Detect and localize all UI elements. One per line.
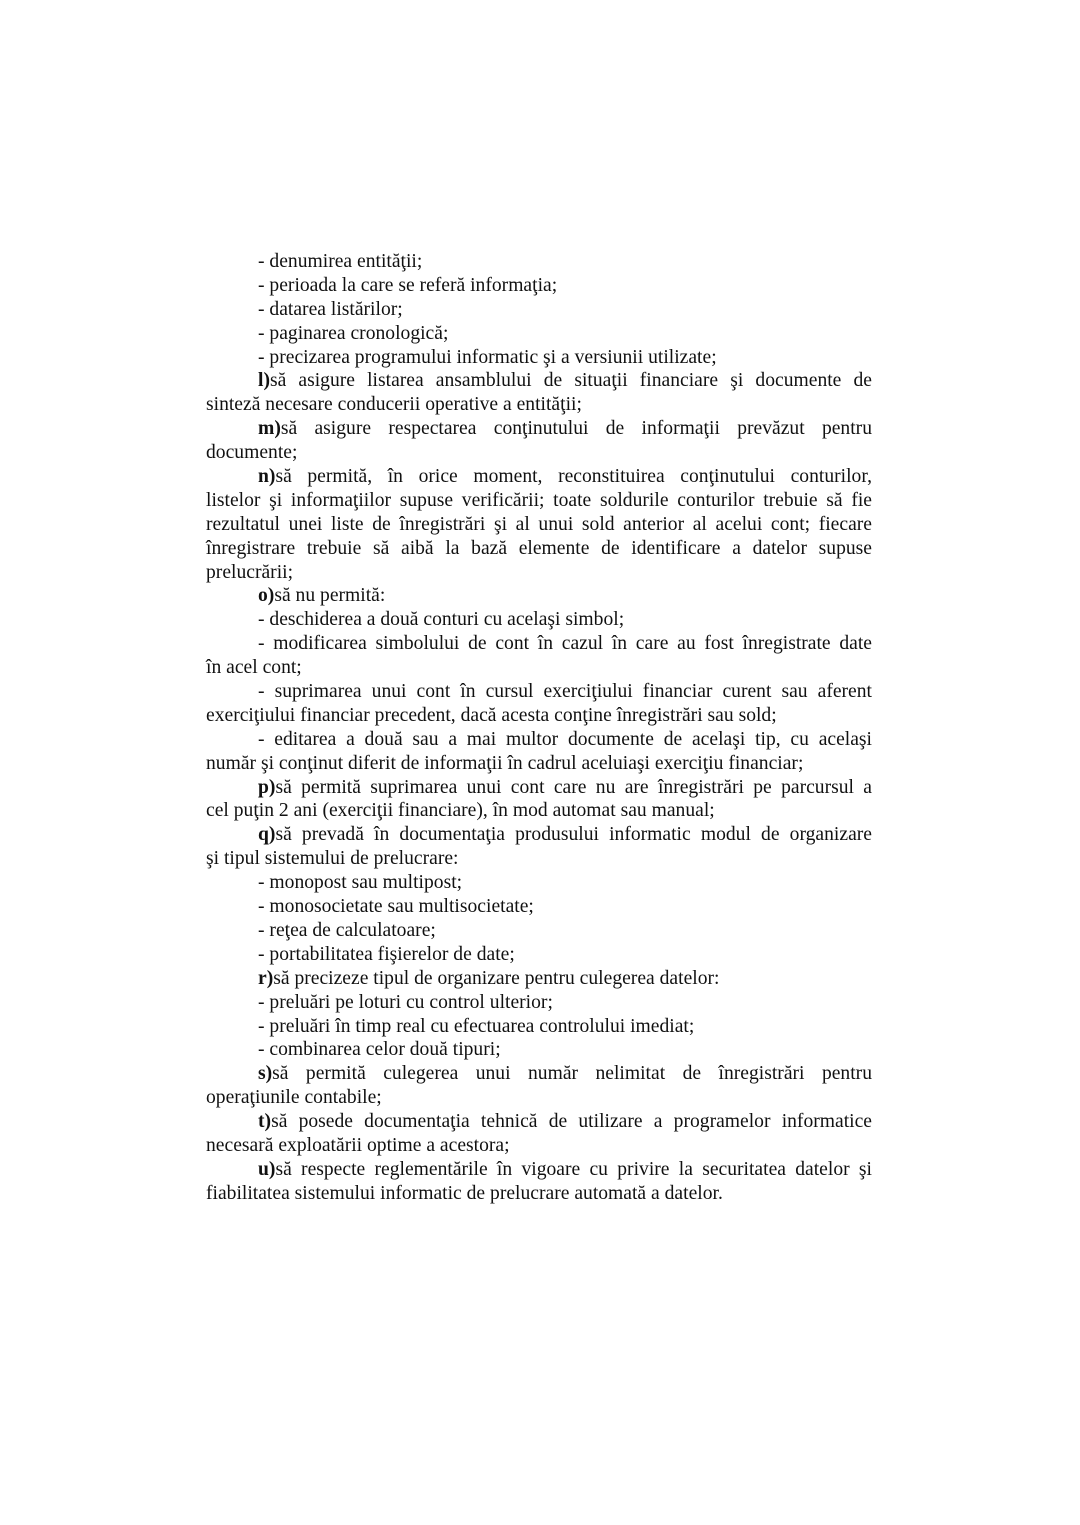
text-line: fiabilitatea sistemului informatic de prelucrare automată a datelor. bbox=[206, 1182, 723, 1204]
item-o-line: o)să nu permită: bbox=[258, 585, 386, 607]
item-label: q) bbox=[258, 824, 276, 846]
text-line: operaţiunile contabile; bbox=[206, 1087, 382, 1109]
text-line: - precizarea programului informatic şi a versiunii utilizate; bbox=[258, 346, 717, 368]
text-line: şi tipul sistemului de prelucrare: bbox=[206, 848, 459, 870]
text-line: număr şi conţinut diferit de informaţii în cadrul aceluiaşi exerciţiu financiar; bbox=[206, 752, 804, 774]
item-label: p) bbox=[258, 776, 276, 798]
item-label: s) bbox=[258, 1063, 273, 1085]
text-line: - modificarea simbolului de cont în cazul în care au fost înregistrate date bbox=[258, 633, 872, 655]
text-line: - monosocietate sau multisocietate; bbox=[258, 896, 534, 918]
text-line: în acel cont; bbox=[206, 657, 302, 679]
item-t-line: t)să posede documentaţia tehnică de utilizare a programelor informatice bbox=[258, 1111, 872, 1133]
item-label: n) bbox=[258, 466, 276, 488]
text-line: - reţea de calculatoare; bbox=[258, 919, 436, 941]
text-line: - paginarea cronologică; bbox=[258, 322, 449, 344]
item-label: u) bbox=[258, 1158, 276, 1180]
text-line: rezultatul unei liste de înregistrări şi al unui sold anterior al acelui cont; fiecare bbox=[206, 513, 872, 535]
text-line: necesară exploatării optime a acestora; bbox=[206, 1134, 510, 1156]
text-line: cel puţin 2 ani (exerciţii financiare), în mod automat sau manual; bbox=[206, 800, 715, 822]
text-line: înregistrare trebuie să aibă la bază elemente de identificare a datelor supuse bbox=[206, 537, 872, 559]
text-line: - preluări în timp real cu efectuarea controlului imediat; bbox=[258, 1015, 695, 1037]
item-m-line: m)să asigure respectarea conţinutului de informaţii prevăzut pentru bbox=[258, 418, 872, 440]
text-line: - deschiderea a două conturi cu acelaşi simbol; bbox=[258, 609, 625, 631]
item-label: r) bbox=[258, 967, 274, 989]
text-line: - suprimarea unui cont în cursul exerciţiului financiar curent sau aferent bbox=[258, 681, 872, 703]
item-label: l) bbox=[258, 370, 270, 392]
item-label: t) bbox=[258, 1111, 272, 1133]
item-s-line: s)să permită culegerea unui număr nelimitat de înregistrări pentru bbox=[258, 1063, 872, 1085]
text-line: documente; bbox=[206, 442, 298, 464]
text-line: - perioada la care se referă informaţia; bbox=[258, 274, 558, 296]
item-label: o) bbox=[258, 585, 275, 607]
text-line: exerciţiului financiar precedent, dacă acesta conţine înregistrări sau sold; bbox=[206, 704, 777, 726]
text-line: - denumirea entităţii; bbox=[258, 251, 423, 272]
item-l-line: l)să asigure listarea ansamblului de situaţii financiare şi documente de bbox=[258, 370, 872, 392]
text-line: listelor şi informaţiilor supuse verificării; toate soldurile conturilor trebuie să fie bbox=[206, 489, 872, 511]
item-u-line: u)să respecte reglementările în vigoare cu privire la securitatea datelor şi bbox=[258, 1158, 872, 1180]
item-p-line: p)să permită suprimarea unui cont care nu are înregistrări pe parcursul a bbox=[258, 776, 872, 798]
text-line: prelucrării; bbox=[206, 561, 294, 583]
text-line: sinteză necesare conducerii operative a entităţii; bbox=[206, 394, 582, 416]
text-line: - portabilitatea fişierelor de date; bbox=[258, 943, 515, 965]
item-r-line: r)să precizeze tipul de organizare pentru culegerea datelor: bbox=[258, 967, 720, 989]
document-page bbox=[206, 250, 872, 1206]
item-label: m) bbox=[258, 418, 281, 440]
item-q-line: q)să prevadă în documentaţia produsului informatic modul de organizare bbox=[258, 824, 872, 846]
text-line: - editarea a două sau a mai multor documente de acelaşi tip, cu acelaşi bbox=[258, 728, 872, 750]
text-line: - monopost sau multipost; bbox=[258, 872, 463, 894]
text-line: - preluări pe loturi cu control ulterior; bbox=[258, 991, 553, 1013]
item-n-line: n)să permită, în orice moment, reconstituirea conţinutului conturilor, bbox=[258, 466, 872, 488]
text-line: - combinarea celor două tipuri; bbox=[258, 1039, 501, 1061]
text-line: - datarea listărilor; bbox=[258, 298, 403, 320]
